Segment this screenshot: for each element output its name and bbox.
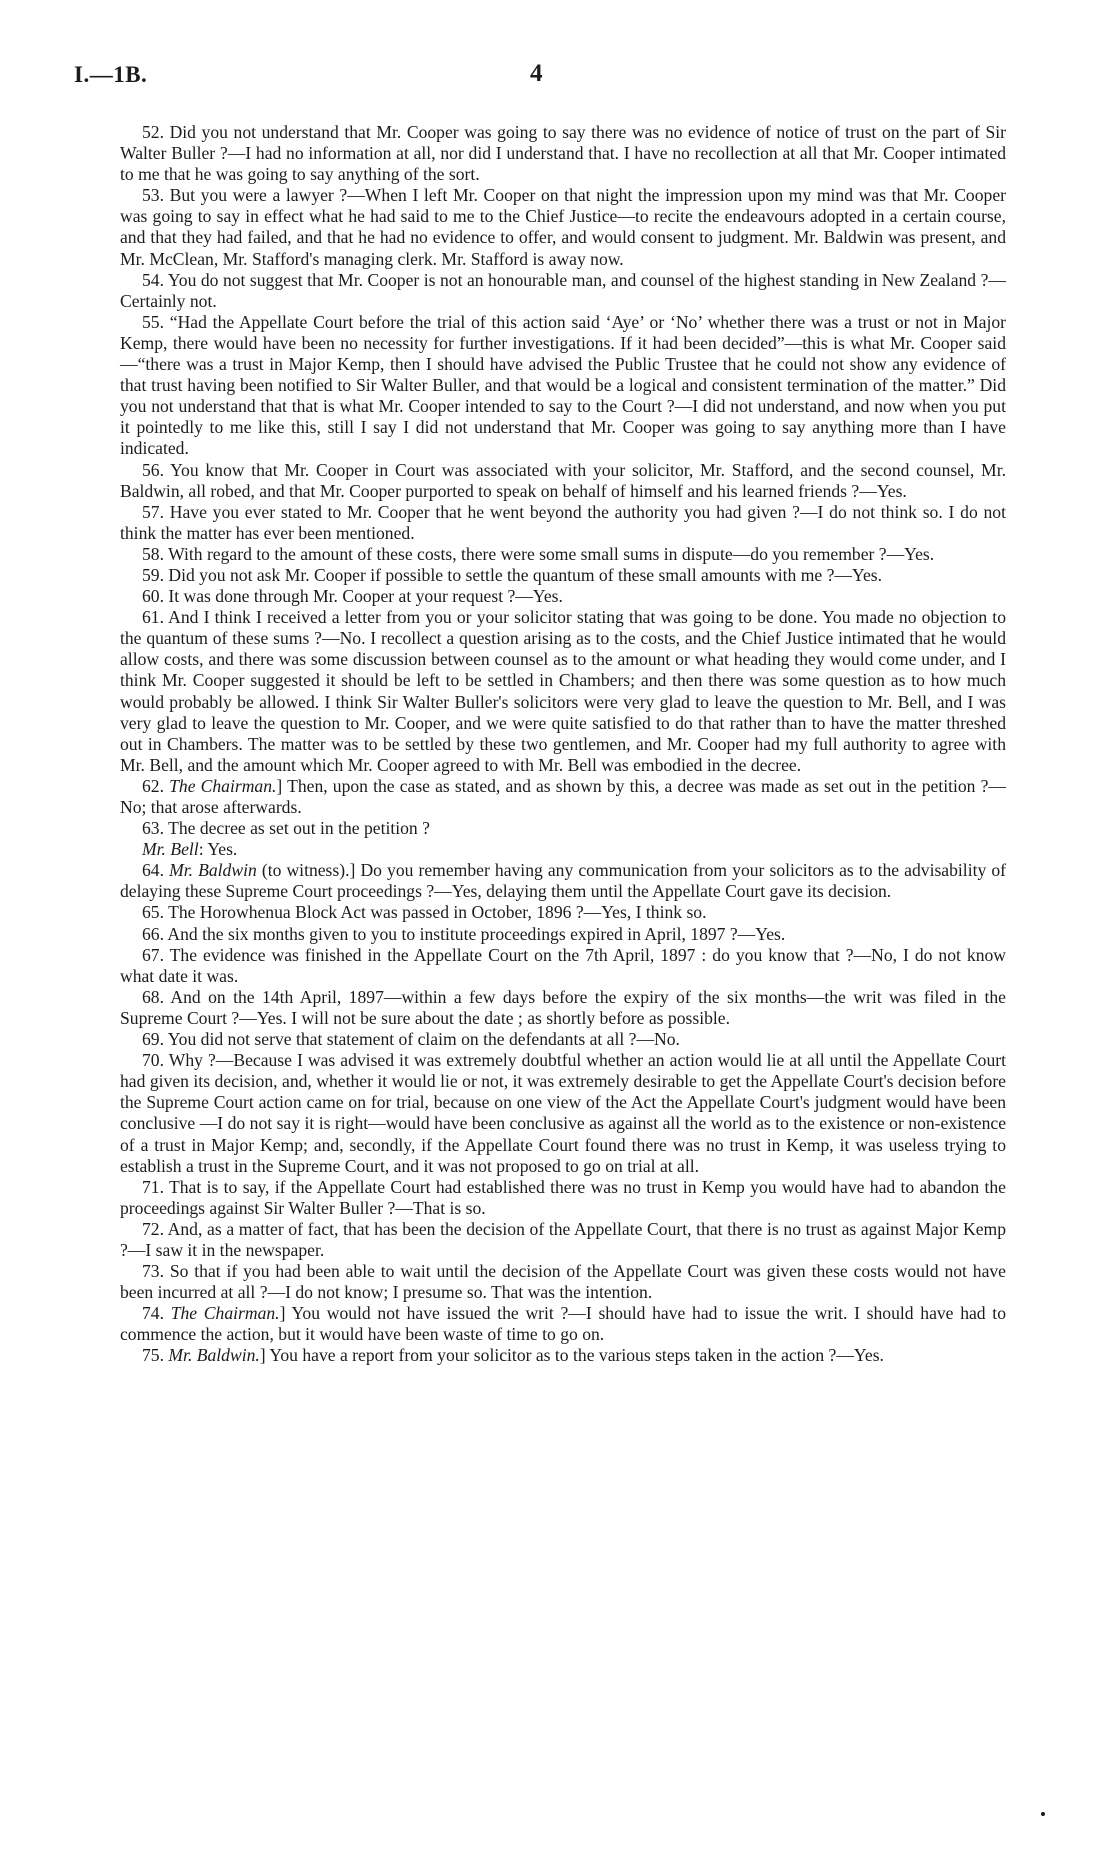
- paragraph-56: 56. You know that Mr. Cooper in Court was associated with your solicitor, Mr. Stafford, and the second counsel, Mr. Baldwin, all robed, and that Mr. Cooper purported to speak on behalf of himself and his learned friends ?—Yes.: [120, 459, 1006, 501]
- paragraph-55: 55. “Had the Appellate Court before the trial of this action said ‘Aye’ or ‘No’ whether there was a trust or not in Major Kemp, there would have been no necessity for further investigations. If it had been decided”—this is what Mr. Cooper said—“there was a trust in Major Kemp, then I should have advised the Public Trustee that he could not show any evidence of that trust having been notified to Sir Walter Buller, and that would be a logical and consistent termination of the matter.” Did you not understand that that is what Mr. Cooper intended to say to the Court ?—I did not understand, and now when you put it pointedly to me like this, still I say I did not understand that Mr. Cooper was going to say anything more than I have indicated.: [120, 311, 1006, 459]
- paragraph-53: 53. But you were a lawyer ?—When I left Mr. Cooper on that night the impression upon my mind was that Mr. Cooper was going to say in effect what he had said to me to the Chief Justice—to recite the endeavours adopted in a certain course, and that they had failed, and that he had no evidence to offer, and would consent to judgment. Mr. Baldwin was present, and Mr. McClean, Mr. Stafford's managing clerk. Mr. Stafford is away now.: [120, 185, 1006, 269]
- paragraph-72: 72. And, as a matter of fact, that has been the decision of the Appellate Court, that there is no trust as against Major Kemp ?—I saw it in the newspaper.: [120, 1218, 1006, 1260]
- paragraph-75: 75. Mr. Baldwin.] You have a report from your solicitor as to the various steps taken in the action ?—Yes.: [142, 1345, 884, 1366]
- speaker-name: The Chairman.: [170, 1303, 280, 1324]
- paragraph-59: 59. Did you not ask Mr. Cooper if possible to settle the quantum of these small amounts with me ?—Yes.: [142, 564, 883, 585]
- paper-reference: I.—1B.: [74, 62, 148, 87]
- paragraph-57: 57. Have you ever stated to Mr. Cooper that he went beyond the authority you had given ?—I do not think so. I do not think the matter has ever been mentioned.: [120, 501, 1006, 543]
- paragraph-67: 67. The evidence was finished in the Appellate Court on the 7th April, 1897 : do you know that ?—No, I do not know what date it was.: [120, 944, 1006, 986]
- paragraph-54: 54. You do not suggest that Mr. Cooper is not an honourable man, and counsel of the highest standing in New Zealand ?—Certainly not.: [120, 269, 1006, 311]
- page-header: [74, 62, 1034, 98]
- speaker-name: Mr. Baldwin.: [168, 1345, 260, 1366]
- paragraph-64: 64. Mr. Baldwin (to witness).] Do you remember having any communication from your solicitors as to the advisability of delaying these Supreme Court proceedings ?—Yes, delaying them until the Appellate Court gave its decision.: [120, 860, 1007, 902]
- paragraph-69: 69. You did not serve that statement of claim on the defendants at all ?—No.: [142, 1029, 680, 1050]
- paragraph-60: 60. It was done through Mr. Cooper at your request ?—Yes.: [142, 586, 563, 607]
- transcript-body: [120, 122, 1006, 1367]
- paragraph-63: 63. The decree as set out in the petition ?: [142, 818, 430, 839]
- paragraph-58: 58. With regard to the amount of these costs, there were some small sums in dispute—do you remember ?—Yes.: [142, 543, 935, 564]
- speaker-name: The Chairman.: [169, 775, 277, 796]
- paragraph-61: 61. And I think I received a letter from you or your solicitor stating that was going to be done. You made no objection to the quantum of these sums ?—No. I recollect a question arising as to the costs, and the Chief Justice intimated that he would allow costs, and there was some discussion between counsel as to the amount or what heading they would come under, and I think Mr. Cooper suggested it should be left to be settled in Chambers; and then there was some question as to how much would probably be allowed. I think Sir Walter Buller's solicitors were very glad to leave the question to Mr. Bell, and I was very glad to leave the question to Mr. Cooper, and we were quite satisfied to do that rather than to have the matter threshed out in Chambers. The matter was to be settled by these two gentlemen, and Mr. Cooper had my full authority to agree with Mr. Bell, and the amount which Mr. Cooper agreed to with Mr. Bell was embodied in the decree.: [120, 607, 1006, 775]
- paragraph-52: 52. Did you not understand that Mr. Cooper was going to say there was no evidence of notice of trust on the part of Sir Walter Buller ?—I had no information at all, nor did I understand that. I have no recollection at all that Mr. Cooper intimated to me that he was going to say anything of the sort.: [120, 122, 1006, 185]
- speaker-name: Mr. Bell: [142, 839, 199, 860]
- page-number: 4: [530, 60, 543, 87]
- paragraph-71: 71. That is to say, if the Appellate Court had established there was no trust in Kemp you would have had to abandon the proceedings against Sir Walter Buller ?—That is so.: [120, 1176, 1006, 1218]
- paragraph-65: 65. The Horowhenua Block Act was passed in October, 1896 ?—Yes, I think so.: [142, 902, 707, 923]
- paragraph-70: 70. Why ?—Because I was advised it was extremely doubtful whether an action would lie at all until the Appellate Court had given its decision, and, whether it would lie or not, it was extremely desirable to get the Appellate Court's decision before the Supreme Court action came on for trial, because on one view of the Act the Appellate Court's judgment would have been conclusive —I do not say it is right—would have been conclusive as against all the world as to the existence or non-existence of a trust in Major Kemp; and, secondly, if the Appellate Court found there was no trust in Kemp, it was useless trying to establish a trust in the Supreme Court, and it was not proposed to go on trial at all.: [120, 1050, 1006, 1176]
- paragraph-63-answer: Mr. Bell: Yes.: [142, 839, 238, 860]
- paragraph-74: 74. The Chairman.] You would not have issued the writ ?—I should have had to issue the writ. I should have had to commence the action, but it would have been waste of time to go on.: [120, 1303, 1006, 1345]
- ink-speck: [1041, 1812, 1045, 1816]
- paragraph-68: 68. And on the 14th April, 1897—within a few days before the expiry of the six months—the writ was filed in the Supreme Court ?—Yes. I will not be sure about the date ; as shortly before as possible.: [120, 986, 1006, 1028]
- speaker-name: Mr. Baldwin: [169, 860, 257, 881]
- paragraph-66: 66. And the six months given to you to institute proceedings expired in April, 1897 ?—Yes.: [142, 923, 786, 944]
- paragraph-62: 62. The Chairman.] Then, upon the case as stated, and as shown by this, a decree was made as set out in the petition ?—No; that arose afterwards.: [120, 775, 1006, 817]
- paragraph-73: 73. So that if you had been able to wait until the decision of the Appellate Court was given these costs would not have been incurred at all ?—I do not know; I presume so. That was the intention.: [120, 1261, 1006, 1303]
